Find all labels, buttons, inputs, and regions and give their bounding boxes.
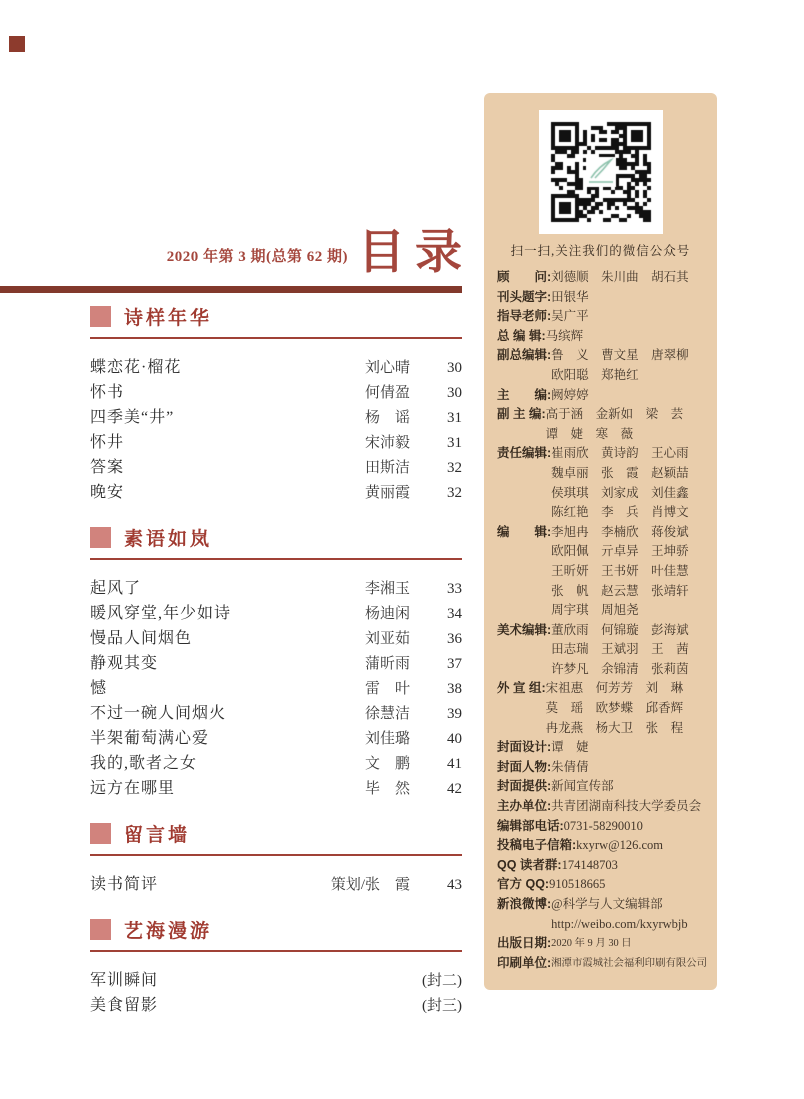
staff-label: 美术编辑: [497, 622, 552, 637]
page-title: 目录 [358, 225, 472, 278]
entry-author: 杨 谣 [364, 410, 410, 426]
staff-value-line: 田志瑞 王斌羽 王 茜 [551, 642, 689, 657]
staff-values [551, 268, 709, 288]
staff-values [562, 856, 709, 876]
section-title: 诗样年华 [124, 308, 213, 329]
staff-label: 主办单位: [497, 799, 552, 814]
entry-page: 31 [447, 435, 462, 451]
toc-entry [90, 871, 462, 896]
staff-label: 新浪微博: [497, 897, 552, 911]
staff-values [551, 895, 709, 934]
toc-entry [90, 379, 462, 404]
toc-section [90, 524, 462, 800]
staff-list [497, 268, 709, 973]
entry-page: 41 [447, 756, 462, 772]
entry-page: 43 [447, 877, 462, 893]
sidebar [484, 93, 717, 990]
staff-label: 总 编 辑: [497, 328, 546, 343]
entry-page: 34 [447, 606, 462, 622]
staff-row [497, 386, 709, 406]
entry-title: 怀井 [90, 434, 125, 451]
entry-page: (封三) [422, 998, 462, 1014]
staff-value-line: 谭 婕 [551, 740, 589, 755]
entry-author: 文 鹏 [364, 756, 410, 772]
toc-entry [90, 600, 462, 625]
entry-title: 蝶恋花·榴花 [90, 359, 182, 376]
entry-author: 策划/张 霞 [330, 877, 410, 893]
staff-label: 出版日期: [497, 936, 552, 951]
entry-title: 憾 [90, 680, 108, 697]
entry-author: 毕 然 [364, 781, 410, 797]
toc-entry [90, 992, 462, 1017]
staff-values [551, 621, 709, 680]
staff-values [551, 444, 709, 522]
staff-value-line: 吴广平 [551, 309, 589, 324]
entry-title: 不过一碗人间烟火 [90, 705, 227, 722]
staff-label: 封面提供: [497, 779, 552, 794]
staff-value-line: 田银华 [551, 289, 589, 304]
entry-page: 37 [447, 656, 462, 672]
staff-value-line: http://weibo.com/kxyrwbjb [551, 916, 688, 931]
entry-author: 何倩盈 [364, 385, 410, 401]
staff-values [551, 307, 709, 327]
staff-value-line: 共青团湖南科技大学委员会 [551, 799, 702, 814]
toc-section [90, 303, 462, 504]
entry-page: 32 [447, 460, 462, 476]
entry-title: 四季美“井” [90, 409, 175, 426]
wechat-qr-code [539, 110, 663, 234]
staff-label: 责任编辑: [497, 446, 552, 461]
entry-title: 军训瞬间 [90, 972, 159, 989]
staff-row [497, 836, 709, 856]
section-title: 艺海漫游 [124, 921, 213, 942]
entry-title: 美食留影 [90, 997, 159, 1014]
entry-page: 31 [447, 410, 462, 426]
masthead-rule [0, 286, 462, 293]
entry-title: 怀书 [90, 384, 125, 401]
staff-value-line: 周宇琪 周旭尧 [551, 603, 639, 618]
entry-author: 田斯洁 [364, 460, 410, 476]
entry-title: 我的,歌者之女 [90, 755, 198, 772]
staff-value-line: 王昕妍 王书妍 叶佳慧 [551, 563, 689, 578]
entry-author: 李湘玉 [364, 581, 410, 597]
entry-author: 徐慧洁 [364, 706, 410, 722]
staff-row [497, 738, 709, 758]
entry-title: 起风了 [90, 580, 142, 597]
staff-value-line: 欧阳聪 郑艳红 [551, 367, 639, 382]
entry-page: 36 [447, 631, 462, 647]
entry-page: 30 [447, 385, 462, 401]
staff-value-line: 张 帆 赵云慧 张靖轩 [551, 583, 689, 598]
entry-page: 42 [447, 781, 462, 797]
section-header [90, 524, 462, 560]
toc-entry [90, 575, 462, 600]
staff-label: 副总编辑: [497, 348, 552, 363]
staff-value-line: 910518665 [549, 877, 606, 892]
staff-label: 指导老师: [497, 309, 552, 324]
section-header [90, 820, 462, 856]
entry-author: 黄丽霞 [364, 485, 410, 501]
entry-author: 蒲昕雨 [364, 656, 410, 672]
staff-row [497, 758, 709, 778]
staff-row [497, 346, 709, 385]
entry-page: (封二) [422, 973, 462, 989]
entry-title: 静观其变 [90, 655, 159, 672]
staff-label: 封面人物: [497, 759, 552, 774]
toc-entry [90, 675, 462, 700]
entry-page: 39 [447, 706, 462, 722]
staff-values [551, 797, 709, 817]
staff-row [497, 288, 709, 308]
qr-caption: 扫一扫,关注我们的微信公众号 [510, 244, 691, 258]
toc-entry [90, 650, 462, 675]
staff-values [546, 327, 709, 347]
staff-label: 封面设计: [497, 740, 552, 755]
staff-values [551, 954, 709, 974]
section-bullet-square [90, 823, 111, 844]
staff-values [551, 934, 709, 954]
toc-entry [90, 625, 462, 650]
staff-row [497, 797, 709, 817]
staff-label: 外 宣 组: [497, 681, 546, 696]
staff-row [497, 895, 709, 934]
section-bullet-square [90, 919, 111, 940]
entry-title: 远方在哪里 [90, 780, 176, 797]
entry-title: 晚安 [90, 484, 125, 501]
staff-values [551, 346, 709, 385]
staff-row [497, 817, 709, 837]
entry-author: 宋沛毅 [364, 435, 410, 451]
staff-label: 主 编: [497, 387, 552, 402]
staff-values [546, 405, 709, 444]
staff-value-line: 李旭冉 李楠欣 蒋俊斌 [551, 524, 689, 539]
staff-row [497, 777, 709, 797]
corner-accent-square [9, 36, 25, 52]
section-title: 素语如岚 [124, 529, 213, 550]
section-bullet-square [90, 527, 111, 548]
staff-value-line: 刘德顺 朱川曲 胡石其 [551, 270, 689, 284]
staff-value-line: 侯琪琪 刘家成 刘佳鑫 [551, 485, 689, 500]
entry-page: 32 [447, 485, 462, 501]
staff-row [497, 954, 709, 974]
toc-entry [90, 404, 462, 429]
staff-value-line: 谭 婕 寒 薇 [545, 426, 634, 441]
section-header [90, 916, 462, 952]
entry-title: 答案 [90, 459, 125, 476]
staff-row [497, 327, 709, 347]
staff-values [551, 288, 709, 308]
staff-value-line: 鲁 义 曹文星 唐翠柳 [551, 348, 689, 363]
entry-author: 杨迪闲 [364, 606, 410, 622]
staff-values [551, 523, 709, 621]
toc-entry [90, 775, 462, 800]
staff-values [546, 679, 709, 738]
qr-code-canvas [539, 110, 663, 234]
masthead [90, 225, 472, 278]
staff-row [497, 307, 709, 327]
staff-row [497, 268, 709, 288]
staff-value-line: 马缤辉 [545, 328, 584, 343]
entry-title: 读书简评 [90, 876, 159, 893]
staff-values [576, 836, 709, 856]
toc [90, 303, 462, 1037]
staff-value-line: 174148703 [561, 857, 618, 872]
staff-values [551, 386, 709, 406]
staff-label: 副 主 编: [497, 407, 546, 422]
toc-entry [90, 479, 462, 504]
staff-row [497, 934, 709, 954]
staff-value-line: 2020 年 9 月 30 日 [551, 938, 632, 950]
entry-author: 刘心晴 [364, 360, 410, 376]
staff-label: QQ 读者群: [497, 857, 562, 872]
staff-value-line: @科学与人文编辑部 [551, 897, 663, 911]
staff-values [551, 777, 709, 797]
staff-value-line: 冉龙燕 杨大卫 张 程 [545, 720, 684, 735]
staff-label: 编 辑: [497, 524, 552, 539]
toc-entry [90, 725, 462, 750]
staff-value-line: 崔雨欣 黄诗韵 王心雨 [551, 446, 689, 461]
toc-entry [90, 354, 462, 379]
staff-values [551, 738, 709, 758]
staff-label: 编辑部电话: [497, 818, 564, 833]
entry-author: 刘佳璐 [364, 731, 410, 747]
staff-label: 顾 问: [497, 270, 552, 284]
staff-row [497, 679, 709, 738]
staff-value-line: kxyrw@126.com [576, 838, 664, 853]
entry-author: 雷 叶 [364, 681, 410, 697]
staff-value-line: 湘潭市霞城社会福利印刷有限公司 [551, 957, 708, 969]
section-bullet-square [90, 306, 111, 327]
issue-line: 2020 年第 3 期(总第 62 期) [166, 249, 348, 265]
entry-title: 慢品人间烟色 [90, 630, 193, 647]
staff-label: 投稿电子信箱: [497, 838, 577, 853]
staff-value-line: 魏卓丽 张 霞 赵颖喆 [551, 465, 689, 480]
toc-entry [90, 967, 462, 992]
staff-value-line: 高于涵 金新如 梁 芸 [545, 407, 684, 422]
staff-label: 官方 QQ: [497, 877, 550, 892]
staff-row [497, 621, 709, 680]
staff-row [497, 875, 709, 895]
staff-value-line: 许梦凡 余锦清 张莉茵 [551, 661, 689, 676]
staff-value-line: 阙婷婷 [551, 387, 589, 402]
staff-values [551, 758, 709, 778]
staff-value-line: 宋祖惠 何芳芳 刘 琳 [545, 681, 684, 696]
toc-entry [90, 700, 462, 725]
staff-value-line: 莫 瑶 欧梦蝶 邱香辉 [545, 701, 684, 716]
entry-author: 刘亚茹 [364, 631, 410, 647]
toc-section [90, 916, 462, 1017]
toc-entry [90, 454, 462, 479]
staff-label: 刊头题字: [497, 289, 552, 304]
entry-title: 暖风穿堂,年少如诗 [90, 605, 232, 622]
staff-values [564, 817, 709, 837]
entry-page: 30 [447, 360, 462, 376]
staff-value-line: 欧阳佩 亓卓异 王坤骄 [551, 544, 689, 559]
entry-title: 半架葡萄满心爱 [90, 730, 210, 747]
staff-label: 印刷单位: [497, 955, 552, 970]
staff-row [497, 523, 709, 621]
staff-value-line: 新闻宣传部 [551, 779, 614, 794]
toc-entry [90, 429, 462, 454]
section-title: 留言墙 [124, 825, 191, 846]
staff-values [549, 875, 709, 895]
staff-value-line: 朱倩倩 [551, 759, 589, 774]
staff-row [497, 405, 709, 444]
toc-section [90, 820, 462, 896]
entry-page: 40 [447, 731, 462, 747]
staff-value-line: 陈红艳 李 兵 肖博文 [551, 505, 689, 520]
staff-row [497, 444, 709, 522]
staff-value-line: 0731-58290010 [563, 818, 643, 833]
entry-page: 38 [447, 681, 462, 697]
entry-page: 33 [447, 581, 462, 597]
staff-row [497, 856, 709, 876]
section-header [90, 303, 462, 339]
staff-value-line: 董欣雨 何锦璇 彭海斌 [551, 622, 689, 637]
toc-entry [90, 750, 462, 775]
